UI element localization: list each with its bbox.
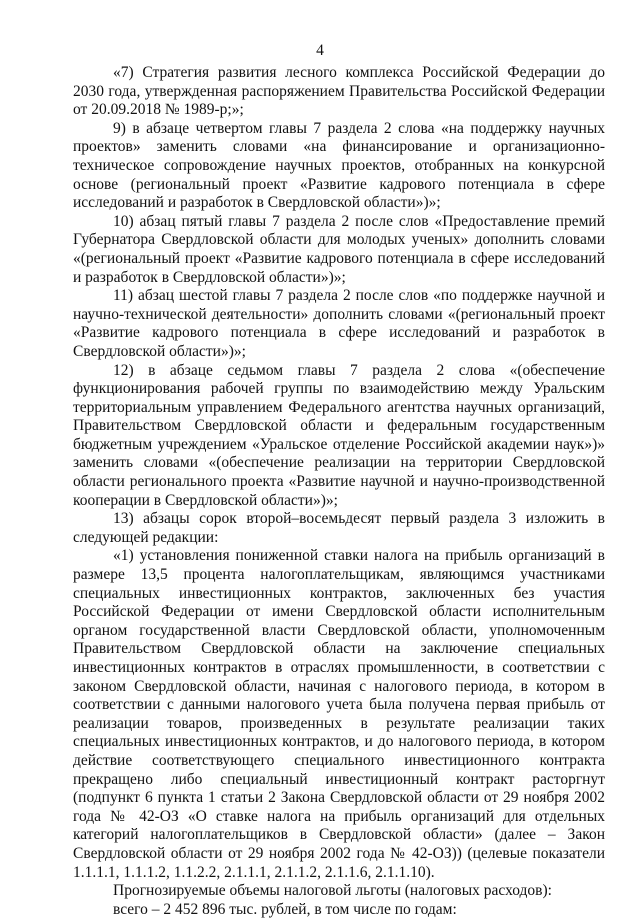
paragraph-item-13: 13) абзацы сорок второй–восемьдесят первый раздела 3 изложить в следующей редакции: (73, 510, 605, 546)
paragraph-forecast-heading: Прогнозируемые объемы налоговой льготы (налоговых расходов): (113, 882, 552, 900)
page-number: 4 (316, 42, 324, 59)
paragraph-item-11: 11) абзац шестой главы 7 раздела 2 после слов «по поддержке научной и научно-технической деятельности» дополнить словами «(региональный проект «Развитие кадрового потенциала в сфере исследований и разработок в Свердловской области»)»; (73, 287, 605, 360)
paragraph-total-amount: всего – 2 452 896 тыс. рублей, в том числе по годам: (113, 900, 457, 918)
paragraph-item-9: 9) в абзаце четвертом главы 7 раздела 2 слова «на поддержку научных проектов» заменить словами «на финансирование и организационно-техническое сопровождение научных проектов, отобранных на конкурсной основе (региональный проект «Развитие кадрового потенциала в сфере исследований и разработок в Свердловской области»)»; (73, 119, 605, 212)
document-body (73, 64, 605, 919)
paragraph-item-12: 12) в абзаце седьмом главы 7 раздела 2 слова «(обеспечение функционирования рабочей группы по взаимодействию между Уральским территориальным управлением Федерального агентства научных организаций, Правительством Свердловской области и федеральным государственным бюджетным учреждением «Уральское отделение Российской академии наук»)» заменить словами «(обеспечение реализации на территории Свердловской области регионального проекта «Развитие научной и научно-производственной кооперации в Свердловской области»)»; (73, 361, 605, 509)
paragraph-quoted-item-1: «1) установления пониженной ставки налога на прибыль организаций в размере 13,5 процента налогоплательщикам, являющимся участниками специальных инвестиционных контрактов, заключенных без участия Российской Федерации от имени Свердловской области исполнительным органом государственной власти Свердловской области, уполномоченным Правительством Свердловской области на заключение специальных инвестиционных контрактов в отраслях промышленности, в соответствии с законом Свердловской области, начиная с налогового периода, в котором в соответствии с данными налогового учета была получена первая прибыль от реализации товаров, произведенных в результате реализации таких специальных инвестиционных контрактов, и до налогового периода, в котором действие соответствующего специального инвестиционного контракта прекращено либо специальный инвестиционный контракт расторгнут (подпункт 6 пункта 1 статьи 2 Закона Свердловской области от 29 ноября 2002 года № 42-ОЗ «О ставке налога на прибыль организаций для отдельных категорий налогоплательщиков в Свердловской области» (далее – Закон Свердловской области от 29 ноября 2002 года № 42-ОЗ)) (целевые показатели 1.1.1.1, 1.1.1.2, 1.1.2.2, 2.1.1.1, 2.1.1.2, 2.1.1.6, 2.1.1.10). (73, 547, 605, 881)
paragraph-item-10: 10) абзац пятый главы 7 раздела 2 после слов «Предоставление премий Губернатора Свердловской области для молодых ученых» дополнить словами «(региональный проект «Развитие кадрового потенциала в сфере исследований и разработок в Свердловской области»)»; (73, 212, 605, 286)
paragraph-item-7-strategy: «7) Стратегия развития лесного комплекса Российской Федерации до 2030 года, утвержденная распоряжением Правительства Российской Федерации от 20.09.2018 № 1989-р;»; (73, 64, 605, 119)
